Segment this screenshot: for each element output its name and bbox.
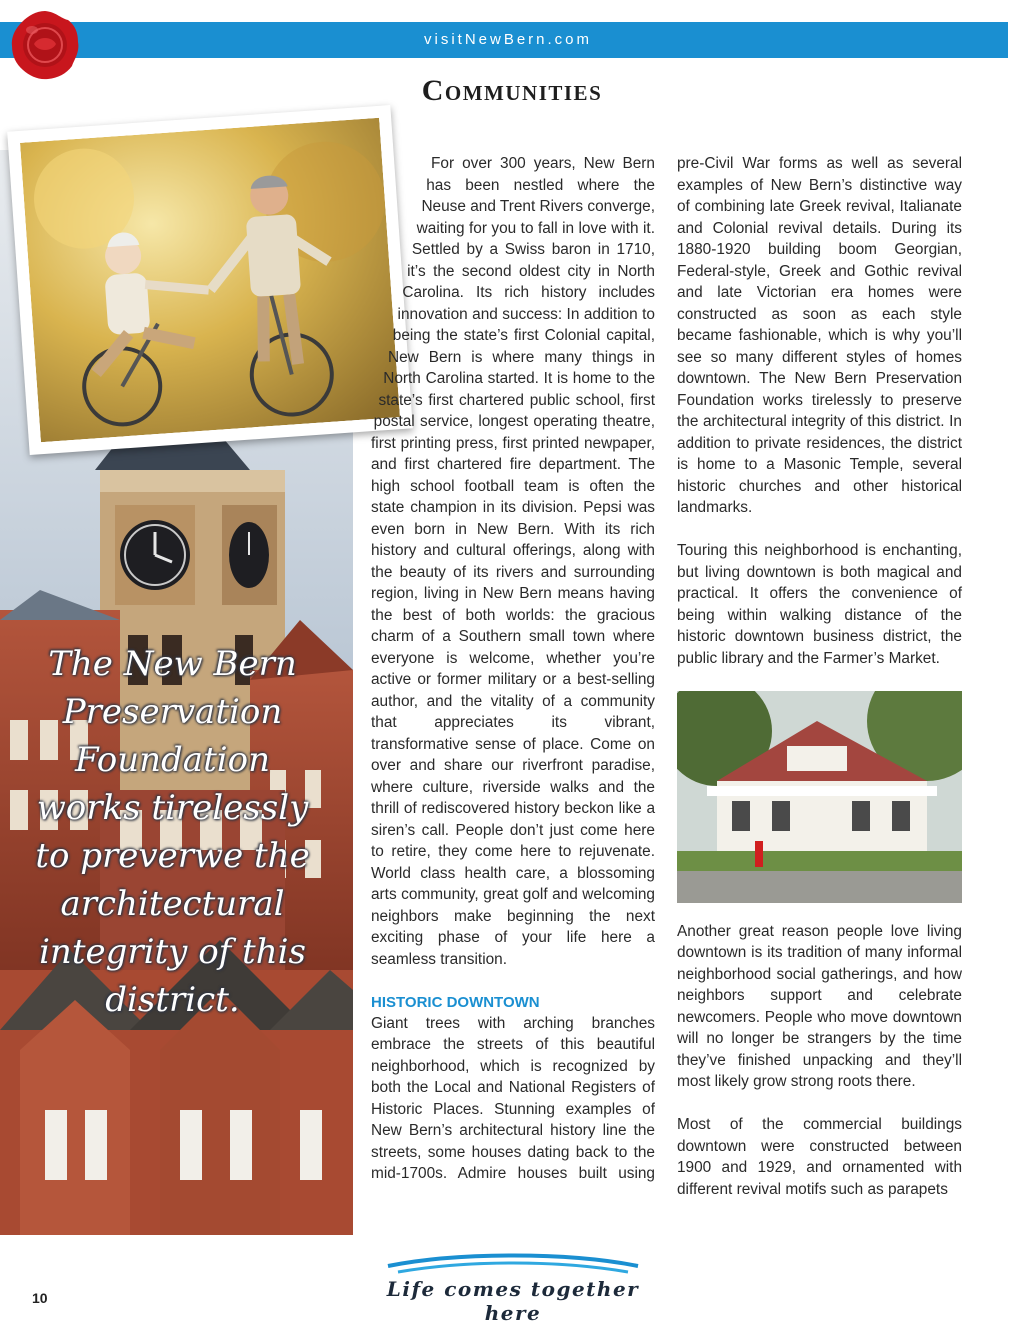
historic-paragraph-4: Most of the commercial buildings downtown were constructed between 1900 and 1929, and ornamented with different revival motifs such as parapets [677, 1116, 962, 1198]
article-column-right [677, 153, 962, 1222]
historic-paragraph-2: Touring this neighborhood is enchanting, but living downtown is both magical and practical. It offers the convenience of being within walking distance of the historic downtown business district, the public library and the Farmer’s Market. [677, 542, 962, 667]
pull-quote: The New Bern Preservation Foundation works tirelessly to preverwe the architectural integrity of this district. [35, 644, 310, 1020]
section-title: Communities [421, 74, 603, 107]
couple-bicycling-photo [7, 105, 413, 455]
historic-downtown-heading: HISTORIC DOWNTOWN [371, 993, 540, 1011]
historic-paragraph-1-continued: pre-Civil War forms as well as several examples of New Bern’s distinctive way of combining late Greek revival, Italianate and Colonial revival details. During its 1880-1920 building boom Georgian, Federal-style, Greek and Gothic revival and late Victorian era homes were constructed as soon as each style became fashionable, which is why you’ll see so many different styles of homes downtown. The New Bern Preservation Foundation works tirelessly to preserve the architectural integrity of this district. In addition to private residences, the district is home to a Masonic Temple, several historic churches and other historical landmarks. [677, 155, 962, 516]
tagline: Life comes together here [386, 1277, 640, 1325]
intro-paragraph: For over 300 years, New Bern has been nestled where the Neuse and Trent Rivers converge, waiting for you to fall in love with it. Settled by a Swiss baron in 1710, it’s the second oldest city in North Carolina. Its rich history includes innovation and success: In addition to being the state’s first Colonial capital, New Bern is where many things in North Carolina started. It is home to the state’s first chartered public school, first postal service, longest operating theatre, first printing press, first printed newpaper, and first chartered fire department. The high school football team is often the state champion in its division. Pepsi was even born in New Bern. With its rich history and cultural offerings, along with the beauty of its rivers and surrounding region, living in New Bern means having the best of both worlds: the gracious charm of a Southern small town where everyone is welcome, whether you’re active or former military or a best-selling author, and the vitality of a community that appreciates its vibrant, transformative sense of place. Come on over and share our riverfront paradise, where culture, riverside walks and the thrill of rediscovered history beckon like a siren’s call. People don’t just come here to retire, they come here to rejuvenate. World class health care, a blossoming arts community, great golf and welcoming neighbors make beginning the next exciting phase of your life here a seamless transition. [371, 155, 655, 968]
historic-paragraph-3: Another great reason people love living downtown is its tradition of many informal neighborhood social gatherings, and how neighbors support and celebrate newcomers. People who move downtown will no longer be strangers by the time they’ve finished unpacking and they’ll most likely grow strong roots there. [677, 922, 962, 1090]
page-number: 10 [32, 1290, 48, 1306]
historic-paragraph-1: Giant trees with arching branches embrace the streets of this beautiful neighborhood, which is recognized by both the Local and National Registers of Historic Places. Stunning examples of New Bern’s architectural history line the streets, some houses dating back to the mid-1700s. Admire houses built using [371, 1014, 655, 1182]
wax-seal-icon [8, 8, 82, 82]
article-column-middle [371, 153, 655, 1185]
header-bar [0, 22, 1008, 58]
historic-house-photo [677, 691, 962, 903]
site-url[interactable]: visitNewBern.com [423, 31, 593, 48]
